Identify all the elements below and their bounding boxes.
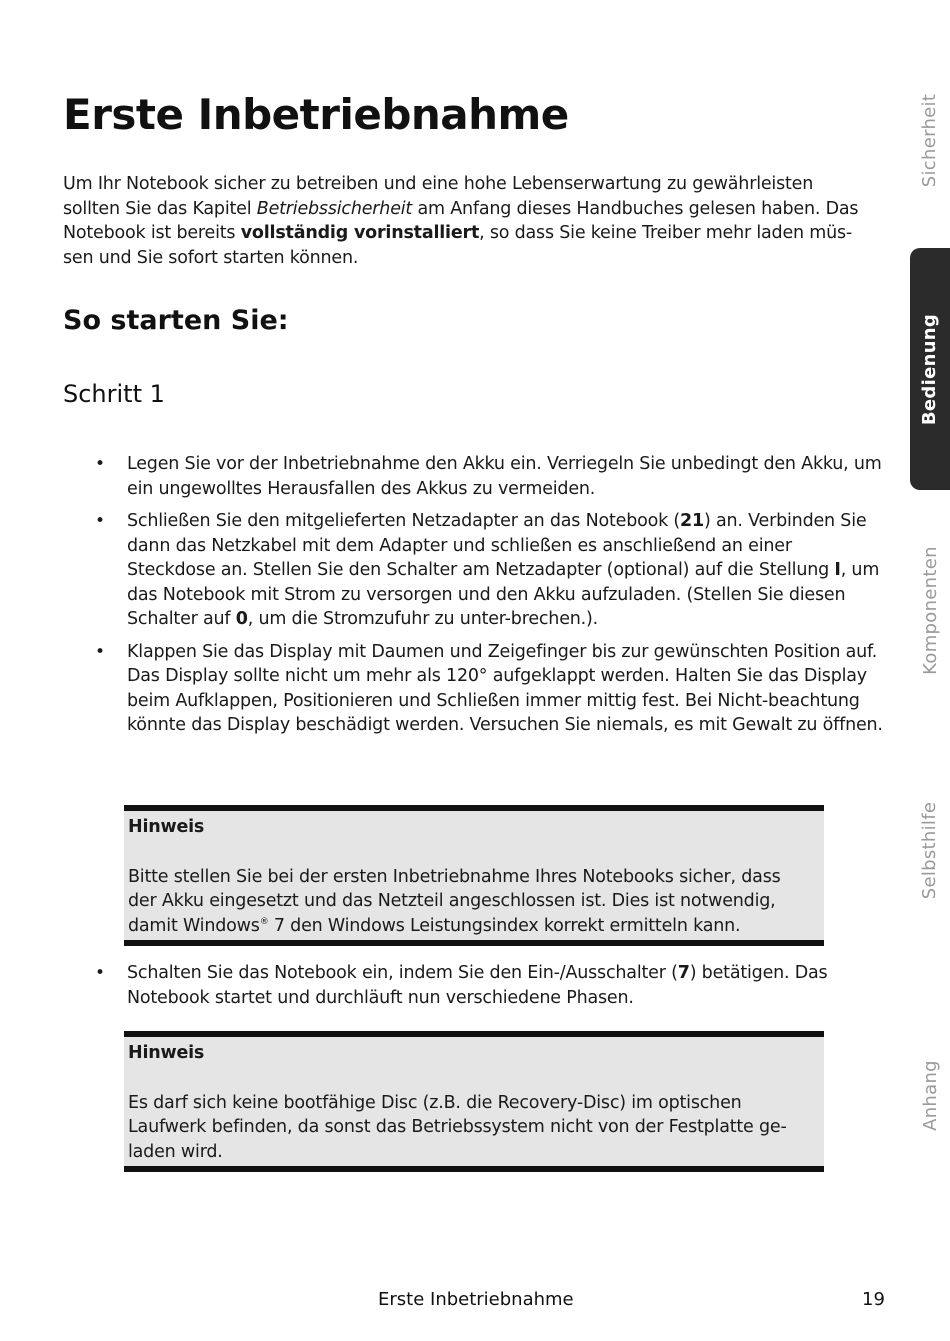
bullet-bold: 21: [680, 511, 704, 531]
intro-text: am Anfang dieses Handbuches gelesen haben. Das Notebook ist bereits: [63, 198, 859, 243]
hint-text: [128, 865, 802, 939]
side-tab-label: Komponenten: [919, 545, 941, 675]
bullet-icon: •: [95, 641, 105, 662]
bullet-text: ) betätigen. Das Notebook startet und durchläuft nun verschiedene Phasen.: [127, 963, 828, 1008]
intro-bold: vollständig vorinstalliert: [240, 223, 480, 243]
hint-text: Es darf sich keine bootfähige Disc (z.B. die Recovery-Disc) im optischen Laufwerk befinden, da sonst das Betriebssystem nicht von der Festplatte ge-laden wird.: [128, 1092, 787, 1162]
side-tab-selbsthilfe[interactable]: [910, 770, 950, 930]
side-tab-label: Bedienung: [919, 313, 941, 425]
side-tab-sicherheit[interactable]: [910, 50, 950, 230]
side-tab-komponenten[interactable]: [910, 510, 950, 710]
bullet-list: [0, 961, 900, 1018]
intro-text: Um Ihr Notebook sicher zu betreiben und eine hohe Lebenserwartung zu gewährleisten sollten Sie das Kapitel: [63, 174, 814, 219]
bullet-icon: •: [95, 963, 105, 983]
list-item: [0, 452, 885, 501]
bullet-bold: I: [834, 560, 841, 580]
list-item: [0, 640, 885, 738]
hint-box: [124, 1031, 824, 1172]
side-tab-label: Anhang: [919, 1059, 941, 1131]
section-heading: So starten Sie:: [63, 305, 289, 336]
hint-text-part: 7 den Windows Leistungsindex korrekt ermitteln kann.: [268, 915, 741, 936]
bullet-text: ) an. Verbinden Sie dann das Netzkabel mit dem Adapter und schließen es anschließend an einer Steckdose an. Stellen Sie den Schalter am Netzadapter (optional) auf die Stellung: [127, 511, 867, 580]
hint-title: Hinweis: [128, 817, 205, 837]
list-item: [0, 961, 885, 1010]
side-tab-label: Sicherheit: [919, 93, 941, 187]
bullet-bold: 0: [235, 609, 248, 629]
footer-title: Erste Inbetriebnahme: [378, 1289, 574, 1310]
intro-text: , so dass Sie keine Treiber mehr laden müs-sen und Sie sofort starten können.: [63, 223, 853, 268]
list-item: [0, 509, 885, 632]
bullet-icon: •: [95, 454, 105, 474]
bullet-list: [0, 452, 900, 746]
side-tab-anhang[interactable]: [910, 1030, 950, 1160]
bullet-text: Schalten Sie das Notebook ein, indem Sie den Ein-/Ausschalter (: [127, 963, 678, 983]
bullet-text: Klappen Sie das Display mit Daumen und Zeigefinger bis zur gewünschten Position auf. Das Display sollte nicht um mehr als 120° aufgeklappt werden. Halten Sie das Display beim Aufklappen, Positionieren und Schließen immer mittig fest. Bei Nicht-beachtung könnte das Display beschädigt werden. Versuchen Sie niemals, es mit Gewalt zu öffnen.: [127, 641, 883, 735]
bullet-icon: •: [95, 511, 105, 531]
bullet-text: Schließen Sie den mitgelieferten Netzadapter an das Notebook (: [127, 511, 681, 531]
bullet-text: , um die Stromzufuhr zu unter-brechen.).: [247, 609, 599, 629]
page-number: 19: [862, 1289, 885, 1310]
page-title: Erste Inbetriebnahme: [63, 90, 569, 139]
step-heading: Schritt 1: [63, 380, 165, 408]
hint-text-part: Bitte stellen Sie bei der ersten Inbetriebnahme Ihres Notebooks sicher, dass der Akku eingesetzt und das Netzteil angeschlossen ist. Dies ist notwendig, damit Windows: [128, 866, 781, 936]
intro-italic: Betriebssicherheit: [256, 198, 413, 219]
hint-box: [124, 805, 824, 946]
side-tab-bedienung[interactable]: [910, 248, 950, 490]
registered-mark: ®: [259, 916, 269, 927]
side-tab-label: Selbsthilfe: [919, 801, 941, 899]
bullet-text: Legen Sie vor der Inbetriebnahme den Akku ein. Verriegeln Sie unbedingt den Akku, um ein ungewolltes Herausfallen des Akkus zu vermeiden.: [127, 454, 882, 499]
hint-title: Hinweis: [128, 1043, 205, 1063]
intro-paragraph: [63, 172, 863, 270]
bullet-bold: 7: [677, 963, 690, 983]
bullet-text: , um das Notebook mit Strom zu versorgen und den Akku aufzuladen. (Stellen Sie diesen Schalter auf: [127, 560, 880, 629]
